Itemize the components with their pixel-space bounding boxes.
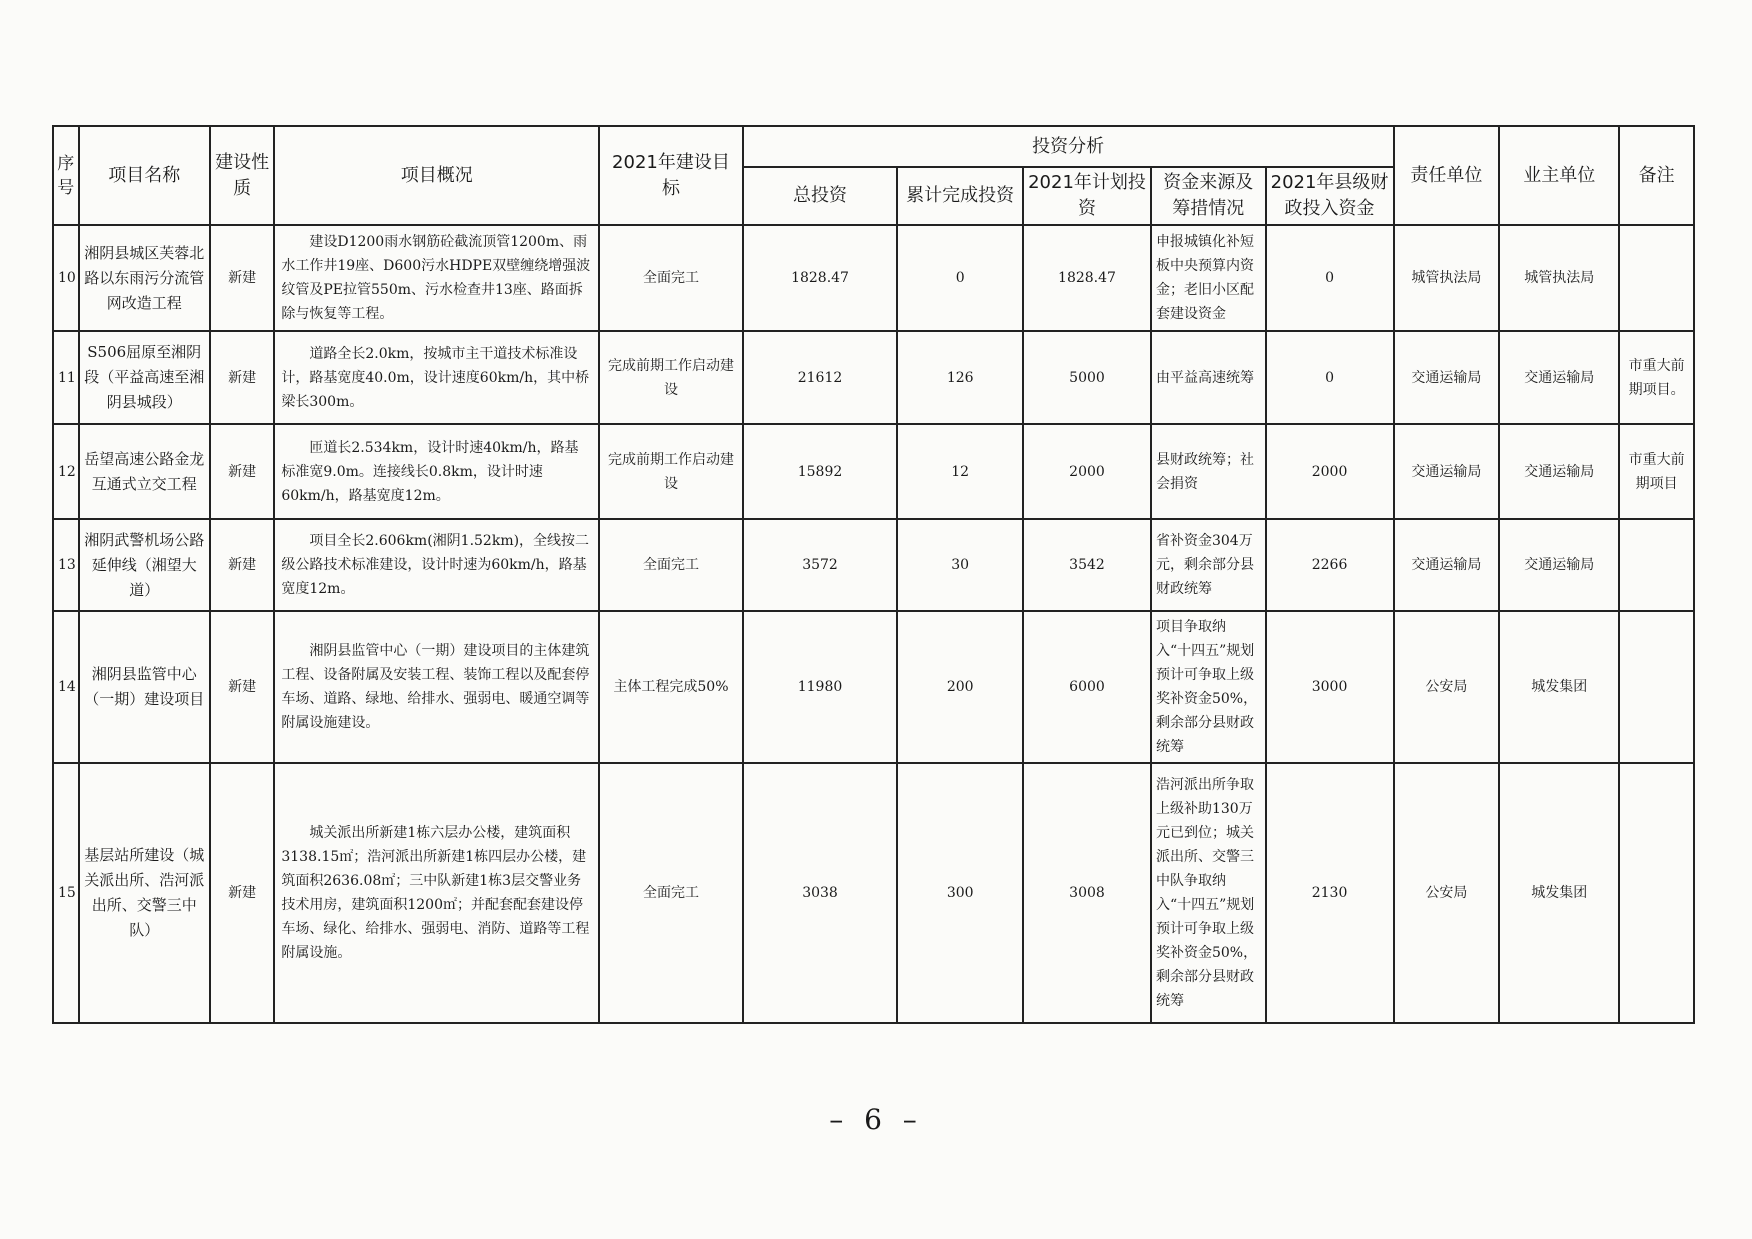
cell-responsible: 城管执法局: [1394, 225, 1500, 331]
cell-cumulative: 0: [897, 225, 1023, 331]
cell-county2021: 2266: [1266, 519, 1394, 611]
header-overview: 项目概况: [274, 126, 599, 225]
cell-funding: 浩河派出所争取上级补助130万元已到位；城关派出所、交警三中队争取纳入“十四五”规划预计可争取上级奖补资金50%，剩余部分县财政统筹: [1151, 763, 1266, 1023]
table-row: [53, 519, 1694, 611]
cell-remark: [1619, 225, 1694, 331]
cell-county2021: 2000: [1266, 424, 1394, 519]
cell-name: 基层站所建设（城关派出所、浩河派出所、交警三中队）: [79, 763, 210, 1023]
cell-plan2021: 5000: [1023, 331, 1151, 424]
cell-plan2021: 3542: [1023, 519, 1151, 611]
cell-funding: 申报城镇化补短板中央预算内资金；老旧小区配套建设资金: [1151, 225, 1266, 331]
cell-seq: 14: [53, 611, 79, 763]
cell-total: 21612: [743, 331, 898, 424]
cell-county2021: 0: [1266, 225, 1394, 331]
project-table: [52, 125, 1695, 1024]
cell-seq: 15: [53, 763, 79, 1023]
cell-county2021: 0: [1266, 331, 1394, 424]
cell-nature: 新建: [210, 331, 275, 424]
cell-name: S506屈原至湘阴段（平益高速至湘阴县城段）: [79, 331, 210, 424]
cell-plan2021: 6000: [1023, 611, 1151, 763]
cell-cumulative: 12: [897, 424, 1023, 519]
cell-owner: 城管执法局: [1499, 225, 1619, 331]
cell-county2021: 2130: [1266, 763, 1394, 1023]
table-row: [53, 331, 1694, 424]
cell-plan2021: 3008: [1023, 763, 1151, 1023]
cell-funding: 项目争取纳入“十四五”规划预计可争取上级奖补资金50%，剩余部分县财政统筹: [1151, 611, 1266, 763]
cell-overview: 湘阴县监管中心（一期）建设项目的主体建筑工程、设备附属及安装工程、装饰工程以及配套停车场、道路、绿地、给排水、强弱电、暖通空调等附属设施建设。: [274, 611, 599, 763]
cell-name: 湘阴县城区芙蓉北路以东雨污分流管网改造工程: [79, 225, 210, 331]
header-name: 项目名称: [79, 126, 210, 225]
cell-responsible: 公安局: [1394, 611, 1500, 763]
cell-cumulative: 200: [897, 611, 1023, 763]
cell-owner: 城发集团: [1499, 763, 1619, 1023]
cell-funding: 县财政统筹；社会捐资: [1151, 424, 1266, 519]
cell-plan2021: 1828.47: [1023, 225, 1151, 331]
cell-total: 3038: [743, 763, 898, 1023]
cell-total: 15892: [743, 424, 898, 519]
header-plan2021: 2021年计划投资: [1023, 167, 1151, 225]
header-total: 总投资: [743, 167, 898, 225]
cell-target: 完成前期工作启动建设: [599, 331, 743, 424]
cell-total: 11980: [743, 611, 898, 763]
cell-funding: 由平益高速统筹: [1151, 331, 1266, 424]
table-row: [53, 763, 1694, 1023]
cell-overview: 建设D1200雨水钢筋砼截流顶管1200m、雨水工作井19座、D600污水HDPE双壁缠绕增强波纹管及PE拉管550m、污水检查井13座、路面拆除与恢复等工程。: [274, 225, 599, 331]
cell-total: 1828.47: [743, 225, 898, 331]
header-nature: 建设性质: [210, 126, 275, 225]
cell-funding: 省补资金304万元，剩余部分县财政统筹: [1151, 519, 1266, 611]
cell-overview: 道路全长2.0km，按城市主干道技术标准设计，路基宽度40.0m，设计速度60km/h，其中桥梁长300m。: [274, 331, 599, 424]
cell-total: 3572: [743, 519, 898, 611]
cell-responsible: 交通运输局: [1394, 519, 1500, 611]
cell-seq: 13: [53, 519, 79, 611]
cell-overview: 匝道长2.534km，设计时速40km/h，路基标准宽9.0m。连接线长0.8km，设计时速60km/h，路基宽度12m。: [274, 424, 599, 519]
cell-remark: 市重大前期项目。: [1619, 331, 1694, 424]
cell-remark: [1619, 763, 1694, 1023]
cell-name: 岳望高速公路金龙互通式立交工程: [79, 424, 210, 519]
cell-responsible: 交通运输局: [1394, 424, 1500, 519]
cell-county2021: 3000: [1266, 611, 1394, 763]
cell-target: 全面完工: [599, 225, 743, 331]
cell-target: 完成前期工作启动建设: [599, 424, 743, 519]
cell-remark: [1619, 519, 1694, 611]
page-number: – 6 –: [829, 1103, 923, 1136]
table-row: [53, 424, 1694, 519]
cell-owner: 交通运输局: [1499, 331, 1619, 424]
cell-target: 主体工程完成50%: [599, 611, 743, 763]
cell-nature: 新建: [210, 611, 275, 763]
header-invest-group: 投资分析: [743, 126, 1394, 167]
cell-target: 全面完工: [599, 763, 743, 1023]
header-county2021: 2021年县级财政投入资金: [1266, 167, 1394, 225]
header-target: 2021年建设目标: [599, 126, 743, 225]
cell-cumulative: 30: [897, 519, 1023, 611]
cell-plan2021: 2000: [1023, 424, 1151, 519]
cell-name: 湘阴武警机场公路延伸线（湘望大道）: [79, 519, 210, 611]
cell-nature: 新建: [210, 424, 275, 519]
cell-target: 全面完工: [599, 519, 743, 611]
cell-seq: 10: [53, 225, 79, 331]
cell-owner: 交通运输局: [1499, 519, 1619, 611]
cell-cumulative: 126: [897, 331, 1023, 424]
cell-seq: 11: [53, 331, 79, 424]
cell-overview: 项目全长2.606km(湘阴1.52km)，全线按二级公路技术标准建设，设计时速为60km/h，路基宽度12m。: [274, 519, 599, 611]
table-row: [53, 611, 1694, 763]
cell-name: 湘阴县监管中心（一期）建设项目: [79, 611, 210, 763]
table-row: [53, 225, 1694, 331]
cell-remark: 市重大前期项目: [1619, 424, 1694, 519]
header-cumulative: 累计完成投资: [897, 167, 1023, 225]
cell-responsible: 公安局: [1394, 763, 1500, 1023]
header-responsible: 责任单位: [1394, 126, 1500, 225]
cell-overview: 城关派出所新建1栋六层办公楼，建筑面积3138.15㎡；浩河派出所新建1栋四层办公楼，建筑面积2636.08㎡；三中队新建1栋3层交警业务技术用房，建筑面积1200㎡；并配套配套建设停车场、绿化、给排水、强弱电、消防、道路等工程附属设施。: [274, 763, 599, 1023]
header-funding: 资金来源及筹措情况: [1151, 167, 1266, 225]
cell-remark: [1619, 611, 1694, 763]
cell-cumulative: 300: [897, 763, 1023, 1023]
header-remark: 备注: [1619, 126, 1694, 225]
header-seq: 序号: [53, 126, 79, 225]
header-owner: 业主单位: [1499, 126, 1619, 225]
cell-nature: 新建: [210, 519, 275, 611]
cell-owner: 城发集团: [1499, 611, 1619, 763]
cell-nature: 新建: [210, 225, 275, 331]
cell-seq: 12: [53, 424, 79, 519]
cell-nature: 新建: [210, 763, 275, 1023]
cell-owner: 交通运输局: [1499, 424, 1619, 519]
cell-responsible: 交通运输局: [1394, 331, 1500, 424]
